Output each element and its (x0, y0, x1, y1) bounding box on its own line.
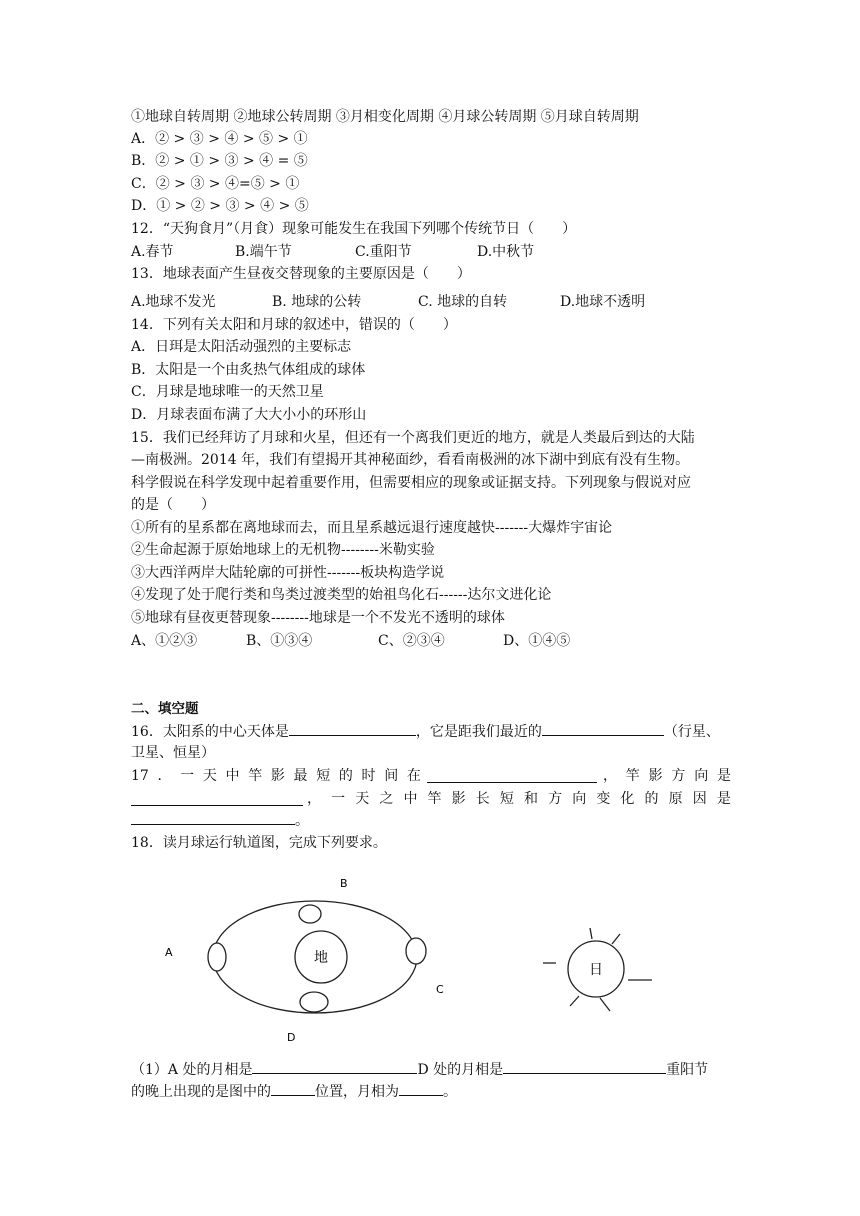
q17-line-2-char: 是 (716, 791, 731, 807)
q17-line-2-char: 天 (355, 791, 370, 807)
q17-line-2-char: ， (307, 791, 321, 807)
earth-label: 地 (314, 950, 328, 966)
q17-line-1-char: 短 (316, 768, 331, 784)
q12-option-b: B.端午节 (235, 244, 292, 260)
q17-line-2-char: 方 (548, 791, 563, 807)
q17-end: 。 (295, 813, 309, 829)
q15-stem-line-4: 的是（ ） (131, 497, 215, 513)
q17-line-2-char: 竿 (427, 791, 442, 807)
label-d: D (287, 1031, 296, 1044)
q14-option-a: A．日珥是太阳活动强烈的主要标志 (131, 339, 352, 355)
moon-d (300, 992, 328, 1012)
q18-sub1-text-1: （1）A 处的月相是 (131, 1062, 253, 1078)
q17-blank-3[interactable] (131, 810, 295, 825)
q12-stem: 12．“天狗食月”（月食）现象可能发生在我国下列哪个传统节日（ ） (131, 221, 577, 237)
q15-stem-line-2: —南极洲。2014 年，我们有望揭开其神秘面纱，看看南极洲的冰下湖中到底有没有生物。 (131, 452, 690, 468)
q17-line-3 (131, 810, 309, 831)
q17-line-1-tail (603, 766, 731, 786)
q11-option-c: C．② > ③ > ④=⑤ > ① (131, 176, 300, 192)
q12-option-d: D.中秋节 (477, 244, 535, 260)
q17-blank-1[interactable] (427, 768, 597, 783)
q16-blank-1[interactable] (289, 721, 416, 736)
q15-item-1: ①所有的星系都在离地球而去，而且星系越远退行速度越快-------大爆炸宇宙论 (131, 520, 613, 536)
q17-line-2-char: 长 (475, 791, 490, 807)
moon-b (299, 905, 321, 923)
q16-blank-2[interactable] (542, 721, 664, 736)
q17-line-1-char: 间 (384, 768, 399, 784)
q15-item-4: ④发现了处于爬行类和鸟类过渡类型的始祖鸟化石------达尔文进化论 (131, 587, 552, 603)
q17-line-1-text (131, 766, 421, 786)
q17-line-1-char: 中 (225, 768, 240, 784)
q14-option-b: B．太阳是一个由炙热气体组成的球体 (131, 362, 366, 378)
q17-line-1-tail-char: ， (603, 768, 617, 784)
q12-option-c: C.重阳节 (355, 244, 412, 260)
q17-line-1-char: 天 (202, 768, 217, 784)
label-a: A (165, 946, 173, 959)
section-title: 二、填空题 (131, 701, 199, 717)
q17-line-1-char: 时 (361, 768, 376, 784)
q18-stem: 18．读月球运行轨道图，完成下列要求。 (131, 835, 387, 851)
q18-sub1-text-6: 。 (443, 1084, 457, 1100)
q15-item-2: ②生命起源于原始地球上的无机物--------米勒实验 (131, 542, 435, 558)
q18-blank-phase[interactable] (399, 1081, 443, 1096)
sun-label: 日 (589, 962, 603, 978)
q18-blank-d[interactable] (503, 1059, 666, 1074)
moon-a (208, 943, 226, 971)
q17-line-2-char: 的 (644, 791, 659, 807)
q11-option-a: A．② > ③ > ④ > ⑤ > ① (131, 131, 308, 147)
q17-line-2-char: 和 (523, 791, 538, 807)
q17-line-1-char: 最 (293, 768, 308, 784)
q18-blank-a[interactable] (252, 1059, 417, 1074)
q17-line-2-char: 之 (379, 791, 394, 807)
q13-stem: 13．地球表面产生昼夜交替现象的主要原因是（ ） (131, 266, 471, 282)
q17-line-1-char: 17 (131, 768, 149, 784)
q17-line-1-tail-char: 向 (694, 768, 709, 784)
q15-option-a: A、①②③ (131, 633, 198, 649)
q17-blank-2[interactable] (131, 791, 303, 806)
q11-option-b: B．② > ① > ③ > ④ = ⑤ (131, 153, 308, 169)
q17-line-2-char: 一 (331, 791, 346, 807)
q16-text-2: ，它是距我们最近的 (415, 724, 542, 740)
q17-line-2-char: 影 (451, 791, 466, 807)
q14-stem: 14．下列有关太阳和月球的叙述中，错误的（ ） (131, 317, 457, 333)
q17-line-2-char: 原 (668, 791, 683, 807)
q17-line-2-char: 向 (572, 791, 587, 807)
q13-option-a: A.地球不发光 (131, 294, 216, 310)
q18-blank-position[interactable] (271, 1081, 315, 1096)
q15-item-3: ③大西洋两岸大陆轮廓的可拼性-------板块构造学说 (131, 565, 445, 581)
q16-line-2: 卫星、恒星） (131, 745, 215, 761)
q16-text-1: 16．太阳系的中心天体是 (131, 724, 289, 740)
q12-option-a: A.春节 (131, 244, 174, 260)
q17-line-2-char: 因 (692, 791, 707, 807)
q18-sub1-text-5: 位置，月相为 (315, 1084, 399, 1100)
q14-option-d: D．月球表面布满了大大小小的环形山 (131, 407, 367, 423)
label-c: C (436, 983, 444, 996)
q17-line-2-char: 短 (499, 791, 514, 807)
moon-orbit-figure (0, 868, 860, 1068)
q15-item-5: ⑤地球有昼夜更替现象--------地球是一个不发光不透明的球体 (131, 610, 505, 626)
q17-line-1-char: 影 (270, 768, 285, 784)
q18-sub1-text-3: 重阳节 (666, 1062, 709, 1078)
q17-line-2-char: 化 (620, 791, 635, 807)
q17-line-2 (131, 789, 731, 809)
q15-stem-line-3: 科学假说在科学发现中起着重要作用，但需要相应的现象或证据支持。下列现象与假说对应 (131, 475, 691, 491)
q17-line-1-char: 在 (406, 768, 421, 784)
q16-line-1 (131, 721, 720, 742)
q17-line-1-char: 一 (180, 768, 195, 784)
q13-option-d: D.地球不透明 (560, 294, 646, 310)
q17-line-2-text (307, 789, 731, 809)
q16-text-3: （行星、 (663, 724, 720, 740)
q18-sub1-text-2: D 处的月相是 (417, 1062, 504, 1078)
q14-option-c: C．月球是地球唯一的天然卫星 (131, 384, 324, 400)
q15-option-c: C、②③④ (378, 633, 445, 649)
moon-c (406, 938, 426, 964)
q13-option-c: C. 地球的自转 (418, 294, 508, 310)
q17-line-1 (131, 766, 731, 786)
q17-line-1-char: 的 (338, 768, 353, 784)
label-b: B (340, 877, 348, 890)
q17-line-1-tail-char: 竿 (625, 768, 640, 784)
q18-sub1-line-2 (131, 1081, 457, 1102)
q17-line-1-char: ． (157, 768, 172, 784)
q17-line-1-tail-char: 是 (716, 768, 731, 784)
q11-stem: ①地球自转周期 ②地球公转周期 ③月相变化周期 ④月球公转周期 ⑤月球自转周期 (131, 109, 639, 125)
q17-line-1-tail-char: 方 (671, 768, 686, 784)
q15-option-b: B、①③④ (246, 633, 313, 649)
q18-sub1-text-4: 的晚上出现的是图中的 (131, 1084, 271, 1100)
q15-option-d: D、①④⑤ (503, 633, 571, 649)
q13-option-b: B. 地球的公转 (272, 294, 362, 310)
q17-line-2-char: 变 (596, 791, 611, 807)
q17-line-1-char: 竿 (248, 768, 263, 784)
q17-line-1-tail-char: 影 (648, 768, 663, 784)
q15-stem-line-1: 15．我们已经拜访了月球和火星，但还有一个离我们更近的地方，就是人类最后到达的大陆 (131, 430, 695, 446)
q11-option-d: D．① > ② > ③ > ④ > ⑤ (131, 198, 309, 214)
q18-sub1-line-1 (131, 1059, 708, 1080)
q17-line-2-char: 中 (403, 791, 418, 807)
